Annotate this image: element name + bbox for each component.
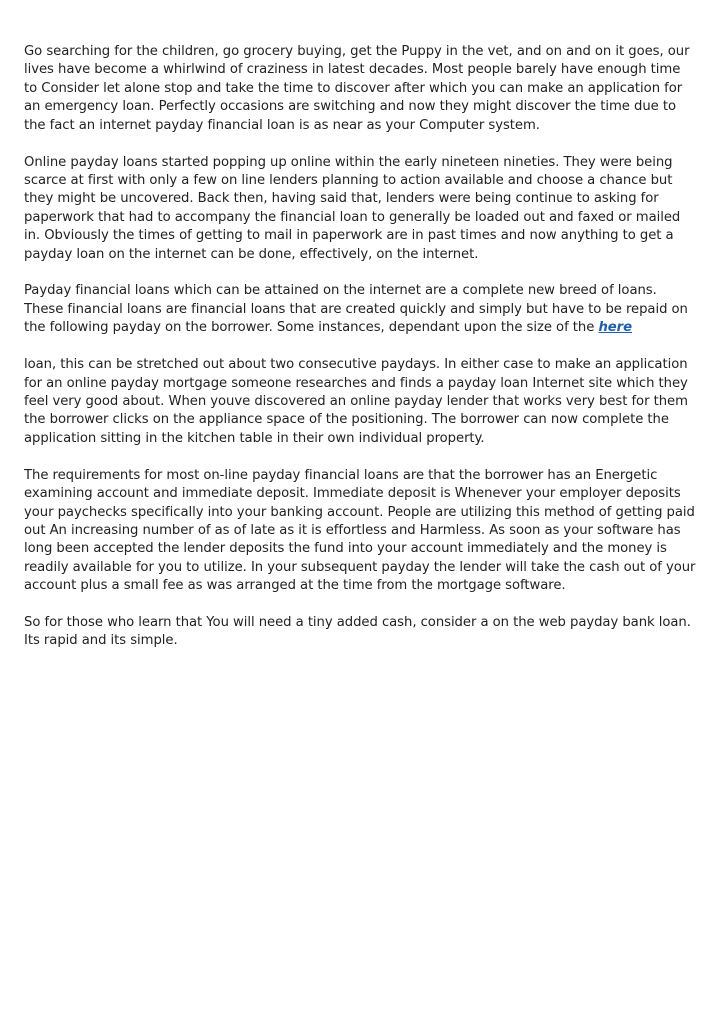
here-link[interactable]: here	[598, 320, 633, 336]
paragraph-3	[24, 282, 696, 337]
paragraph-1: Go searching for the children, go grocery buying, get the Puppy in the vet, and on and on it goes, our lives have become a whirlwind of craziness in latest decades. Most people barely have enough time to Consider let alone stop and take the time to discover after which you can make an application for an emergency loan. Perfectly occasions are switching and now they might discover the time due to the fact an internet payday financial loan is as near as your Computer system.	[24, 44, 690, 133]
paragraph-6: So for those who learn that You will need a tiny added cash, consider a on the web payday bank loan. Its rapid and its simple.	[24, 615, 691, 649]
paragraph-4: loan, this can be stretched out about two consecutive paydays. In either case to make an application for an online payday mortgage someone researches and finds a payday loan Internet site which they feel very good about. When youve discovered an online payday lender that works very best for them the borrower clicks on the appliance space of the positioning. The borrower can now complete the application sitting in the kitchen table in their own individual property.	[24, 357, 688, 446]
document-body	[24, 43, 696, 669]
paragraph-5: The requirements for most on-line payday financial loans are that the borrower has an Energetic examining account and immediate deposit. Immediate deposit is Whenever your employer deposits your paychecks specifically into your banking account. People are utilizing this method of getting paid out An increasing number of as of late as it is effortless and Harmless. As soon as your software has long been accepted the lender deposits the fund into your account immediately and the money is readily available for you to utilize. In your subsequent payday the lender will take the cash out of your account plus a small fee as was arranged at the time from the mortgage software.	[24, 467, 696, 594]
paragraph-2: Online payday loans started popping up online within the early nineteen nineties. They were being scarce at first with only a few on line lenders planning to action available and choose a chance but they might be uncovered. Back then, having said that, lenders were being continue to asking for paperwork that had to accompany the financial loan to generally be loaded out and faxed or mailed in. Obviously the times of getting to mail in paperwork are in past times and now anything to get a payday loan on the internet can be done, effectively, on the internet.	[24, 154, 681, 262]
paragraph-3-text: Payday financial loans which can be attained on the internet are a complete new breed of loans. These financial loans are financial loans that are created quickly and simply but have to be repaid on the following payday on the borrower. Some instances, dependant upon the size of the	[24, 283, 688, 336]
